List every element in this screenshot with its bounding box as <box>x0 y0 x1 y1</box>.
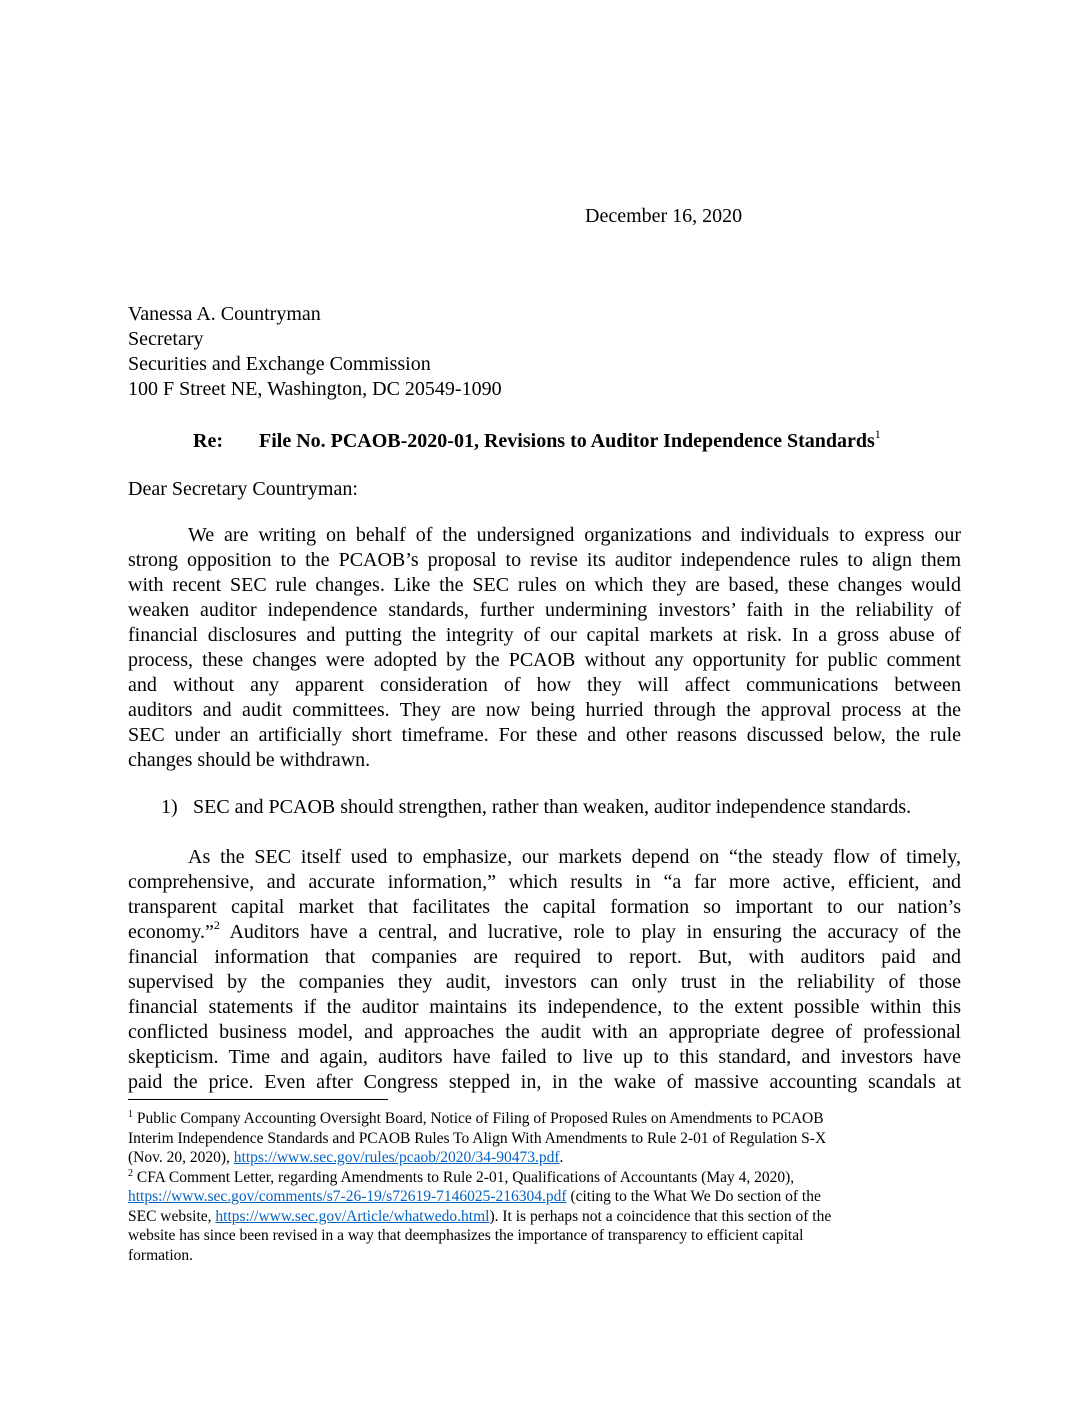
section-number: 1) <box>161 796 178 818</box>
paragraph-line: SEC under an artificially short timeframe. For these and other reasons discussed below, the rule <box>128 724 961 746</box>
paragraph-line: transparent capital market that facilitates the capital formation so important to our nation’s <box>128 896 961 918</box>
subject-label: Re: <box>193 430 223 452</box>
footnote-1-line: Interim Independence Standards and PCAOB Rules To Align With Amendments to Rule 2-01 of Regulation S-X <box>128 1129 827 1147</box>
paragraph-line: with recent SEC rule changes. Like the SEC rules on which they are based, these changes would <box>128 574 961 596</box>
footnote-text: (Nov. 20, 2020), <box>128 1149 234 1166</box>
section-1-heading <box>161 796 911 819</box>
paragraph-line: comprehensive, and accurate information,” which results in “a far more active, efficient, and <box>128 871 961 893</box>
paragraph-line <box>128 920 961 945</box>
paragraph-line: supervised by the companies they audit, investors can only trust in the reliability of those <box>128 971 961 993</box>
footnote-1-line <box>128 1148 944 1168</box>
footnote-text: SEC website, <box>128 1207 216 1225</box>
footnote-text: . <box>559 1149 564 1166</box>
recipient-title: Secretary <box>128 328 204 350</box>
paragraph-line: As the SEC itself used to emphasize, our markets depend on “the steady flow of timely, <box>188 846 961 868</box>
footnote-text: CFA Comment Letter, regarding Amendments to Rule 2-01, Qualifications of Accountants (May 4, 2020), <box>133 1168 795 1186</box>
footnote-1-number: 1 <box>128 1109 133 1120</box>
line-text: Auditors have a central, and lucrative, role to play in ensuring the accuracy of the <box>219 921 961 943</box>
recipient-organization: Securities and Exchange Commission <box>128 353 431 375</box>
paragraph-line: and without any apparent consideration of how they will affect communications between <box>128 674 961 696</box>
footnote-2-link-whatwedo[interactable]: https://www.sec.gov/Article/whatwedo.html <box>215 1207 490 1225</box>
footnote-text: (citing to the What We Do section of the <box>566 1188 821 1205</box>
intro-paragraph <box>128 523 961 773</box>
paragraph-line: We are writing on behalf of the undersigned organizations and individuals to express our <box>188 524 961 546</box>
footnote-separator <box>128 1099 388 1100</box>
footnote-2-number: 2 <box>128 1167 133 1179</box>
paragraph-line: strong opposition to the PCAOB’s proposal to revise its auditor independence rules to align them <box>128 549 961 571</box>
paragraph-line: skepticism. Time and again, auditors have failed to live up to this standard, and investors have <box>128 1046 961 1068</box>
footnote-1-link[interactable]: https://www.sec.gov/rules/pcaob/2020/34-90473.pdf <box>233 1149 560 1166</box>
line-text: economy.” <box>128 921 214 943</box>
footnote-2-line: formation. <box>128 1246 193 1264</box>
paragraph-line: changes should be withdrawn. <box>128 749 371 771</box>
paragraph-line: financial statements if the auditor maintains its independence, to the extent possible within this <box>128 996 961 1018</box>
footnote-2-line: website has since been revised in a way that deemphasizes the importance of transparency to efficient capital <box>128 1227 804 1244</box>
paragraph-line: weaken auditor independence standards, further undermining investors’ faith in the reliability of <box>128 599 961 621</box>
footnote-2-line <box>128 1187 944 1207</box>
subject-line <box>193 427 881 453</box>
salutation: Dear Secretary Countryman: <box>128 478 358 500</box>
footnote-ref-1[interactable]: 1 <box>874 427 881 441</box>
section-1-paragraph <box>128 845 961 1095</box>
paragraph-line: auditors and audit committees. They are now being hurried through the approval process at the <box>128 699 961 721</box>
section-title: SEC and PCAOB should strengthen, rather than weaken, auditor independence standards. <box>193 796 912 818</box>
footnote-2-link-comment-letter[interactable]: https://www.sec.gov/comments/s7-26-19/s72619-7146025-216304.pdf <box>128 1188 567 1205</box>
footnote-text: ). It is perhaps not a coincidence that this section of the <box>489 1207 832 1225</box>
paragraph-line: process, these changes were adopted by the PCAOB without any opportunity for public comment <box>128 649 961 671</box>
recipient-address-block <box>128 302 502 402</box>
footnote-ref-2[interactable]: 2 <box>213 920 220 932</box>
footnote-text: Public Company Accounting Oversight Board, Notice of Filing of Proposed Rules on Amendments to PCAOB <box>133 1110 824 1127</box>
recipient-street-address: 100 F Street NE, Washington, DC 20549-1090 <box>128 378 502 400</box>
paragraph-line: financial disclosures and putting the integrity of our capital markets at risk. In a gross abuse of <box>128 624 961 646</box>
footnotes <box>128 1109 944 1265</box>
footnote-2-line <box>128 1168 944 1188</box>
subject-text: File No. PCAOB-2020-01, Revisions to Auditor Independence Standards <box>259 430 875 452</box>
letter-date: December 16, 2020 <box>585 205 743 227</box>
paragraph-line: paid the price. Even after Congress stepped in, in the wake of massive accounting scandals at <box>128 1071 961 1093</box>
recipient-name: Vanessa A. Countryman <box>128 303 321 325</box>
paragraph-line: financial information that companies are required to report. But, with auditors paid and <box>128 946 961 968</box>
footnote-1-line <box>128 1109 944 1129</box>
paragraph-line: conflicted business model, and approaches the audit with an appropriate degree of professional <box>128 1021 961 1043</box>
footnote-2-line <box>128 1207 944 1227</box>
